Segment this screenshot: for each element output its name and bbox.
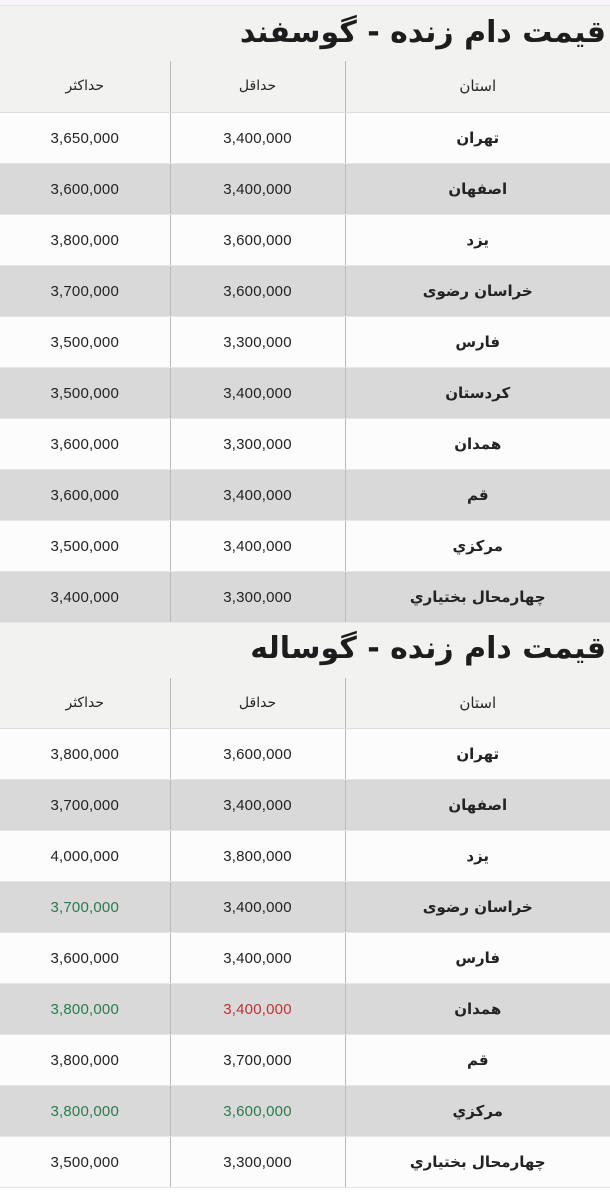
max-price-value: 3,700,000 xyxy=(50,797,120,814)
table-row[interactable] xyxy=(0,831,610,882)
cell-min-price xyxy=(170,1137,345,1188)
cell-province: قم xyxy=(345,469,610,520)
max-price-value: 3,800,000 xyxy=(50,1052,120,1069)
max-price-value: 3,400,000 xyxy=(50,588,120,606)
cell-province: خراسان رضوی xyxy=(345,882,610,933)
min-price-value: 3,600,000 xyxy=(223,1103,292,1120)
section-calf xyxy=(0,623,610,1189)
section-title-sheep xyxy=(0,6,610,61)
cell-min-price xyxy=(170,316,345,367)
min-price-value: 3,400,000 xyxy=(223,797,292,814)
max-price-value: 3,500,000 xyxy=(50,1154,120,1171)
max-price-value: 3,600,000 xyxy=(50,435,120,453)
table-row[interactable] xyxy=(0,1035,610,1086)
table-row[interactable] xyxy=(0,1086,610,1137)
min-price-value: 3,600,000 xyxy=(223,231,292,249)
column-header-max[interactable]: حداکثر xyxy=(0,678,170,729)
cell-province: مرکزي xyxy=(345,1086,610,1137)
column-header-min[interactable]: حداقل xyxy=(170,678,345,729)
cell-max-price xyxy=(0,520,170,571)
column-header-max[interactable]: حداکثر xyxy=(0,61,170,112)
max-price-value: 3,700,000 xyxy=(50,899,120,916)
max-price-value: 3,650,000 xyxy=(50,129,120,147)
table-row[interactable] xyxy=(0,469,610,520)
cell-max-price xyxy=(0,571,170,622)
cell-min-price xyxy=(170,933,345,984)
section-sheep xyxy=(0,6,610,623)
table-row[interactable] xyxy=(0,933,610,984)
table-row[interactable] xyxy=(0,112,610,163)
table-row[interactable] xyxy=(0,882,610,933)
cell-max-price xyxy=(0,1086,170,1137)
min-price-value: 3,300,000 xyxy=(223,435,292,453)
cell-min-price xyxy=(170,984,345,1035)
cell-province: قم xyxy=(345,1035,610,1086)
cell-province: فارس xyxy=(345,316,610,367)
max-price-value: 3,800,000 xyxy=(50,1001,120,1018)
cell-min-price xyxy=(170,214,345,265)
min-price-value: 3,800,000 xyxy=(223,848,292,865)
cell-min-price xyxy=(170,831,345,882)
table-row[interactable] xyxy=(0,729,610,780)
cell-province: تهران xyxy=(345,112,610,163)
max-price-value: 3,800,000 xyxy=(50,1103,120,1120)
cell-province: یزد xyxy=(345,831,610,882)
column-header-province[interactable]: استان xyxy=(345,678,610,729)
min-price-value: 3,400,000 xyxy=(223,180,292,198)
cell-province: کردستان xyxy=(345,367,610,418)
cell-min-price xyxy=(170,882,345,933)
table-row[interactable] xyxy=(0,418,610,469)
max-price-value: 3,600,000 xyxy=(50,180,120,198)
cell-max-price xyxy=(0,780,170,831)
table-row[interactable] xyxy=(0,984,610,1035)
min-price-value: 3,400,000 xyxy=(223,950,292,967)
min-price-value: 3,400,000 xyxy=(223,486,292,504)
cell-min-price xyxy=(170,729,345,780)
min-price-value: 3,400,000 xyxy=(223,384,292,402)
table-header-row xyxy=(0,678,610,729)
column-header-province[interactable]: استان xyxy=(345,61,610,112)
cell-max-price xyxy=(0,1035,170,1086)
cell-province: اصفهان xyxy=(345,780,610,831)
max-price-value: 3,600,000 xyxy=(50,486,120,504)
cell-province: خراسان رضوی xyxy=(345,265,610,316)
cell-max-price xyxy=(0,265,170,316)
table-row[interactable] xyxy=(0,780,610,831)
max-price-value: 3,800,000 xyxy=(50,231,120,249)
table-row[interactable] xyxy=(0,1137,610,1188)
max-price-value: 3,600,000 xyxy=(50,950,120,967)
min-price-value: 3,300,000 xyxy=(223,588,292,606)
price-table-sheep xyxy=(0,61,610,623)
table-header-row xyxy=(0,61,610,112)
max-price-value: 4,000,000 xyxy=(50,848,120,865)
cell-max-price xyxy=(0,112,170,163)
min-price-value: 3,400,000 xyxy=(223,899,292,916)
cell-max-price xyxy=(0,1137,170,1188)
sections-container xyxy=(0,6,610,1188)
table-row[interactable] xyxy=(0,367,610,418)
cell-min-price xyxy=(170,112,345,163)
min-price-value: 3,400,000 xyxy=(223,129,292,147)
cell-max-price xyxy=(0,214,170,265)
cell-province: اصفهان xyxy=(345,163,610,214)
cell-province: چهارمحال بختياري xyxy=(345,1137,610,1188)
cell-max-price xyxy=(0,882,170,933)
cell-province: یزد xyxy=(345,214,610,265)
cell-province: چهارمحال بختياري xyxy=(345,571,610,622)
cell-max-price xyxy=(0,163,170,214)
min-price-value: 3,300,000 xyxy=(223,1154,292,1171)
min-price-value: 3,300,000 xyxy=(223,333,292,351)
min-price-value: 3,700,000 xyxy=(223,1052,292,1069)
table-row[interactable] xyxy=(0,214,610,265)
cell-min-price xyxy=(170,1086,345,1137)
max-price-value: 3,500,000 xyxy=(50,333,120,351)
cell-max-price xyxy=(0,367,170,418)
cell-max-price xyxy=(0,729,170,780)
cell-min-price xyxy=(170,265,345,316)
cell-max-price xyxy=(0,418,170,469)
cell-province: مرکزي xyxy=(345,520,610,571)
cell-min-price xyxy=(170,469,345,520)
min-price-value: 3,600,000 xyxy=(223,282,292,300)
cell-province: فارس xyxy=(345,933,610,984)
table-row[interactable] xyxy=(0,316,610,367)
page-title: قیمت دام زنده - گوساله xyxy=(250,631,606,666)
cell-min-price xyxy=(170,418,345,469)
table-row[interactable] xyxy=(0,163,610,214)
cell-max-price xyxy=(0,316,170,367)
section-title-calf xyxy=(0,623,610,678)
cell-max-price xyxy=(0,984,170,1035)
min-price-value: 3,600,000 xyxy=(223,746,292,763)
min-price-value: 3,400,000 xyxy=(223,1001,292,1018)
max-price-value: 3,500,000 xyxy=(50,384,120,402)
cell-max-price xyxy=(0,933,170,984)
cell-min-price xyxy=(170,367,345,418)
cell-min-price xyxy=(170,571,345,622)
table-row[interactable] xyxy=(0,520,610,571)
cell-max-price xyxy=(0,831,170,882)
cell-min-price xyxy=(170,520,345,571)
max-price-value: 3,700,000 xyxy=(50,282,120,300)
cell-min-price xyxy=(170,780,345,831)
page-title: قیمت دام زنده - گوسفند xyxy=(239,14,606,50)
max-price-value: 3,800,000 xyxy=(50,746,120,763)
max-price-value: 3,500,000 xyxy=(50,537,120,555)
cell-max-price xyxy=(0,469,170,520)
cell-province: همدان xyxy=(345,418,610,469)
min-price-value: 3,400,000 xyxy=(223,537,292,555)
cell-min-price xyxy=(170,163,345,214)
table-row[interactable] xyxy=(0,571,610,622)
price-table-calf xyxy=(0,678,610,1189)
cell-min-price xyxy=(170,1035,345,1086)
cell-province: همدان xyxy=(345,984,610,1035)
cell-province: تهران xyxy=(345,729,610,780)
column-header-min[interactable]: حداقل xyxy=(170,61,345,112)
table-row[interactable] xyxy=(0,265,610,316)
